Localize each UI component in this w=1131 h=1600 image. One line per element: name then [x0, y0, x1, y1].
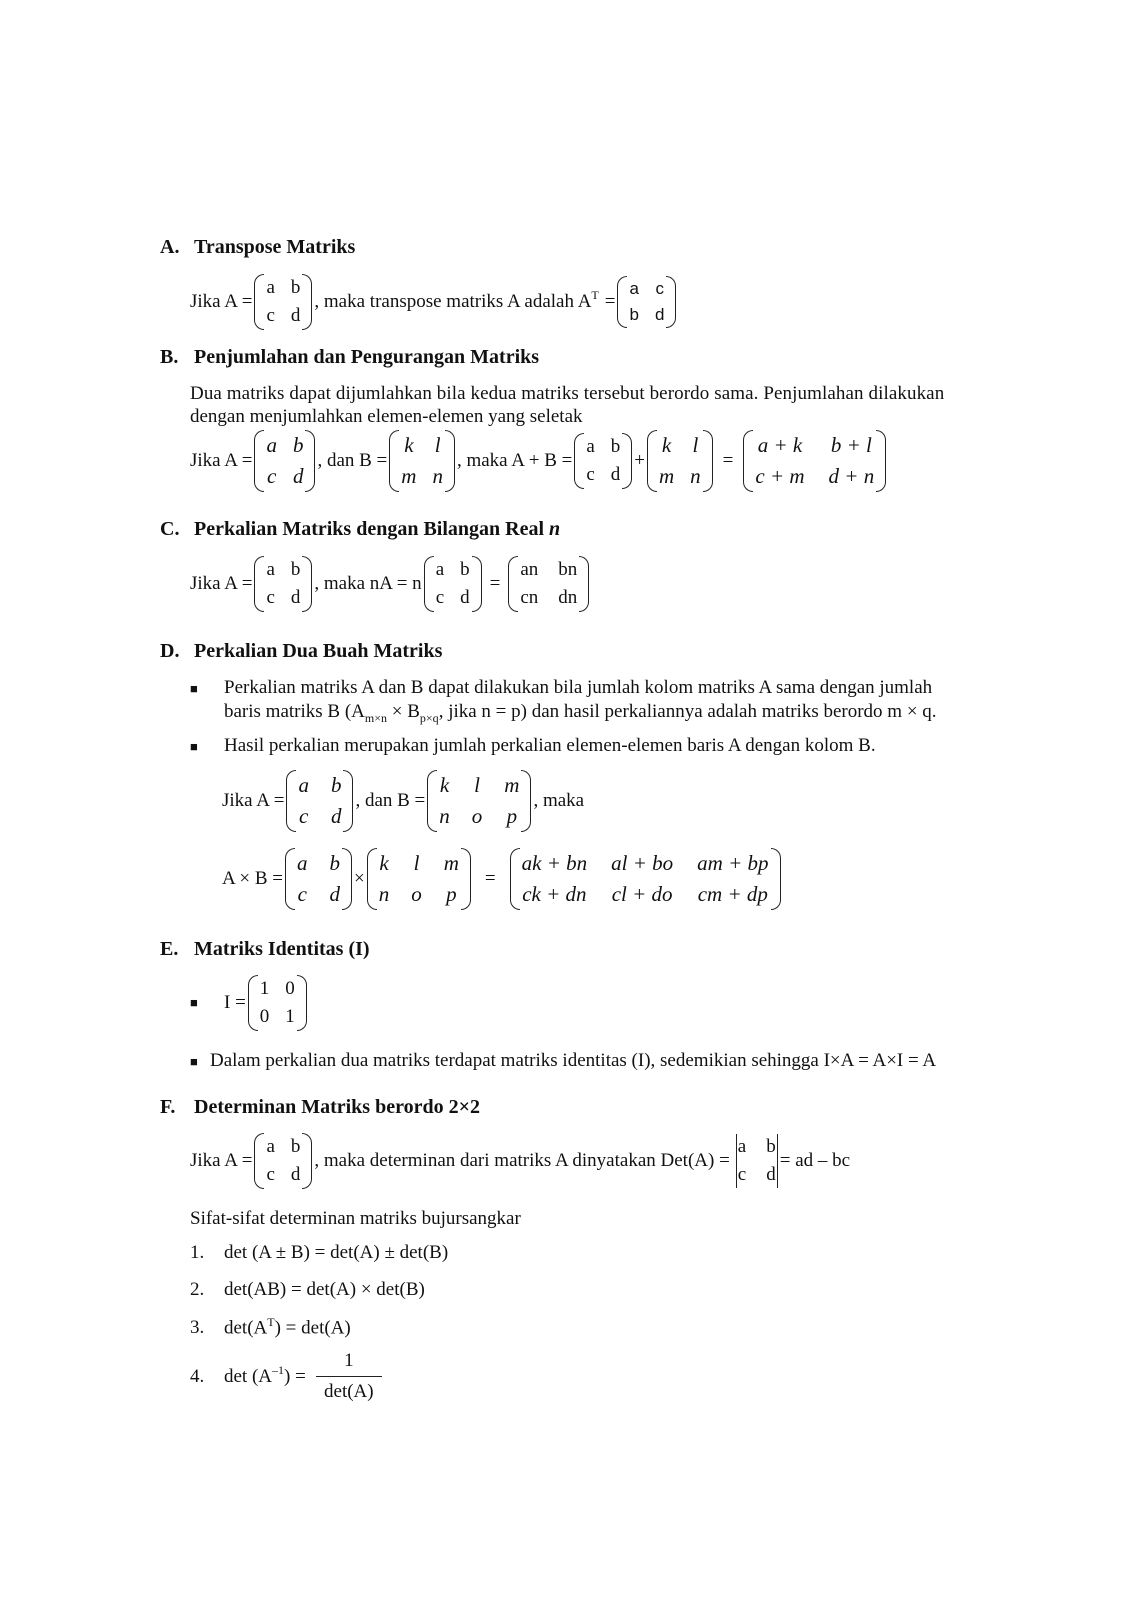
bullet-icon: ■	[190, 738, 198, 754]
cell: d	[330, 804, 342, 828]
paragraph: Dua matriks dapat dijumlahkan bila kedua matriks tersebut berordo sama. Penjumlahan dilakukan	[190, 383, 945, 404]
bullet-item	[190, 1050, 936, 1072]
text: , maka A + B =	[456, 450, 573, 471]
cell: o	[411, 882, 422, 906]
cell: k	[661, 433, 672, 457]
cell: b	[610, 436, 621, 457]
matrix-na	[508, 556, 589, 612]
cell: ck + dn	[522, 882, 587, 906]
matrix-a-transpose	[617, 276, 676, 328]
cell: m	[658, 464, 675, 488]
multiplication-definition	[222, 770, 584, 832]
cell: a	[629, 279, 639, 298]
cell: n	[378, 882, 390, 906]
text: , maka	[533, 790, 585, 811]
text: , dan B =	[355, 790, 426, 811]
section-c-heading	[160, 518, 560, 541]
bullet-item	[190, 677, 932, 699]
section-letter: E.	[160, 938, 179, 960]
cell: d	[460, 587, 470, 608]
cell: am + bp	[697, 851, 769, 875]
text: A × B =	[222, 868, 284, 889]
cell: m	[504, 773, 520, 797]
bullet-icon: ■	[190, 680, 198, 696]
matrix-a	[254, 274, 312, 330]
property-item	[190, 1350, 382, 1403]
cell: n	[432, 464, 443, 488]
section-title-var: n	[549, 518, 561, 540]
item-number: 3.	[190, 1317, 205, 1339]
cell: c	[266, 305, 275, 326]
identity-matrix	[190, 975, 309, 1031]
cell: a + k	[757, 433, 803, 457]
section-title: Penjumlahan dan Pengurangan Matriks	[194, 346, 540, 368]
text: , maka nA = n	[314, 573, 422, 594]
text: Perkalian matriks A dan B dapat dilakukan bila jumlah kolom matriks A sama dengan jumlah	[224, 677, 933, 698]
paragraph: Sifat-sifat determinan matriks bujursangkar	[190, 1208, 521, 1229]
bullet-item	[190, 735, 876, 757]
cell: b	[290, 277, 301, 298]
scalar-multiplication	[190, 556, 591, 612]
cell: l	[474, 773, 480, 797]
cell: d	[610, 464, 621, 485]
property-item	[190, 1315, 351, 1339]
cell: p	[446, 882, 457, 906]
cell: m	[443, 851, 459, 875]
text: , dan B =	[317, 450, 388, 471]
cell: k	[404, 433, 414, 457]
cell: k	[379, 851, 389, 875]
property-item	[190, 1279, 425, 1301]
cell: c	[299, 804, 309, 828]
text: , jika n = p) dan hasil perkaliannya adalah matriks berordo m × q.	[438, 701, 937, 722]
cell: l	[434, 433, 441, 457]
cell: bn	[558, 559, 578, 580]
bullet-continuation	[224, 701, 937, 726]
cell: o	[471, 804, 483, 828]
cell: an	[520, 559, 539, 580]
cell: l	[692, 433, 699, 457]
cell: c	[586, 464, 595, 485]
subscript: m×n	[364, 710, 388, 725]
section-b-heading	[160, 346, 539, 369]
cell: b	[460, 559, 470, 580]
operator: ×	[354, 868, 365, 889]
cell: b + l	[830, 433, 872, 457]
text: × B	[387, 701, 420, 722]
text: I =	[224, 992, 246, 1013]
cell: d	[290, 305, 301, 326]
text: , maka determinan dari matriks A dinyatakan Det(A) =	[314, 1150, 730, 1171]
section-letter: F.	[160, 1096, 176, 1118]
cell: n	[690, 464, 701, 488]
bullet-icon: ■	[190, 1053, 198, 1069]
item-number: 2.	[190, 1279, 205, 1300]
cell: d	[766, 1164, 776, 1185]
text: Dalam perkalian dua matriks terdapat matriks identitas (I), sedemikian sehingga I×A = A×I = A	[210, 1050, 937, 1071]
text: Jika A =	[190, 1150, 253, 1171]
cell: a	[266, 1136, 275, 1157]
cell: a	[266, 433, 277, 457]
determinant-definition	[190, 1133, 850, 1189]
superscript: T	[267, 1315, 275, 1329]
matrix-sum	[743, 430, 886, 492]
cell: a	[266, 559, 275, 580]
matrix-a	[254, 430, 315, 492]
item-number: 4.	[190, 1365, 205, 1387]
matrix-product	[510, 848, 781, 910]
cell: a	[737, 1136, 747, 1157]
cell: b	[292, 433, 304, 457]
cell: d	[290, 587, 301, 608]
text: ) = det(A)	[274, 1317, 351, 1339]
superscript: T	[591, 287, 599, 302]
cell: al + bo	[611, 851, 674, 875]
text: det(A	[224, 1317, 268, 1339]
text: = ad – bc	[779, 1150, 851, 1171]
cell: 0	[259, 1006, 270, 1027]
matrix-a	[286, 770, 353, 832]
cell: cl + do	[611, 882, 673, 906]
cell: cm + dp	[697, 882, 768, 906]
section-letter: A.	[160, 236, 180, 258]
cell: c	[266, 587, 275, 608]
matrix-b	[389, 430, 455, 492]
cell: b	[330, 773, 342, 797]
matrix-i	[248, 975, 307, 1031]
cell: 1	[259, 978, 270, 999]
text: Hasil perkalian merupakan jumlah perkalian elemen-elemen baris A dengan kolom B.	[224, 735, 876, 756]
cell: l	[413, 851, 420, 875]
transpose-definition	[190, 274, 678, 330]
cell: c	[297, 882, 307, 906]
section-d-heading	[160, 640, 442, 663]
numerator: 1	[316, 1350, 382, 1377]
cell: c	[267, 464, 277, 488]
text: ) =	[284, 1365, 306, 1387]
cell: d	[654, 305, 665, 324]
fraction	[316, 1350, 382, 1403]
section-letter: D.	[160, 640, 180, 662]
section-letter: B.	[160, 346, 179, 368]
section-title: Matriks Identitas (I)	[194, 938, 370, 960]
section-title: Determinan Matriks berordo 2×2	[194, 1096, 480, 1118]
cell: ak + bn	[521, 851, 588, 875]
cell: m	[401, 464, 417, 488]
cell: b	[290, 559, 301, 580]
text: baris matriks B (A	[224, 701, 365, 722]
cell: dn	[558, 587, 578, 608]
denominator: det(A)	[324, 1381, 374, 1402]
text: =	[604, 291, 616, 312]
section-title: Perkalian Matriks dengan Bilangan Real	[194, 518, 545, 540]
cell: a	[298, 773, 309, 797]
text: det (A ± B) = det(A) ± det(B)	[224, 1242, 449, 1263]
cell: p	[506, 804, 518, 828]
text: Jika A =	[190, 291, 253, 312]
bullet-icon: ■	[190, 995, 198, 1010]
matrix-b	[427, 770, 531, 832]
matrix-a	[574, 433, 632, 489]
superscript: –1	[272, 1363, 285, 1377]
matrix-a	[254, 1133, 312, 1189]
paragraph: dengan menjumlahkan elemen-elemen yang seletak	[190, 406, 583, 427]
cell: 0	[285, 978, 295, 999]
cell: a	[435, 559, 445, 580]
text: det (A	[224, 1365, 273, 1387]
cell: d	[292, 464, 304, 488]
cell: d + n	[828, 464, 875, 488]
cell: d	[329, 882, 341, 906]
operator: +	[634, 450, 645, 471]
cell: 1	[285, 1006, 295, 1027]
matrix-a	[424, 556, 482, 612]
section-title: Perkalian Dua Buah Matriks	[194, 640, 443, 662]
matrix-a	[285, 848, 352, 910]
cell: c	[655, 279, 664, 298]
cell: b	[629, 305, 639, 324]
matrix-a	[254, 556, 312, 612]
cell: a	[586, 436, 595, 457]
matrix-b	[647, 430, 713, 492]
cell: cn	[520, 587, 539, 608]
text: det(AB) = det(A) × det(B)	[224, 1279, 425, 1300]
operator: =	[489, 573, 501, 594]
matrix-b	[367, 848, 471, 910]
section-e-heading	[160, 938, 370, 961]
cell: d	[290, 1164, 301, 1185]
section-letter: C.	[160, 518, 180, 540]
cell: b	[329, 851, 341, 875]
determinant-bars	[736, 1134, 778, 1188]
operator: =	[484, 868, 496, 889]
text: Jika A =	[190, 573, 253, 594]
item-number: 1.	[190, 1242, 205, 1263]
section-f-heading	[160, 1096, 480, 1119]
text: Jika A =	[222, 790, 285, 811]
section-title: Transpose Matriks	[194, 236, 356, 258]
text: Jika A =	[190, 450, 253, 471]
cell: b	[290, 1136, 301, 1157]
cell: k	[439, 773, 450, 797]
cell: c	[435, 587, 445, 608]
section-a-heading	[160, 236, 355, 259]
cell: n	[439, 804, 450, 828]
property-item	[190, 1242, 448, 1264]
cell: a	[266, 277, 275, 298]
cell: c	[266, 1164, 275, 1185]
cell: b	[766, 1136, 776, 1157]
addition-formula	[190, 430, 888, 492]
text: , maka transpose matriks A adalah A	[314, 291, 592, 312]
subscript: p×q	[419, 710, 439, 725]
cell: c + m	[755, 464, 805, 488]
operator: =	[722, 450, 734, 471]
cell: c	[737, 1164, 747, 1185]
multiplication-result	[222, 848, 783, 910]
cell: a	[297, 851, 308, 875]
